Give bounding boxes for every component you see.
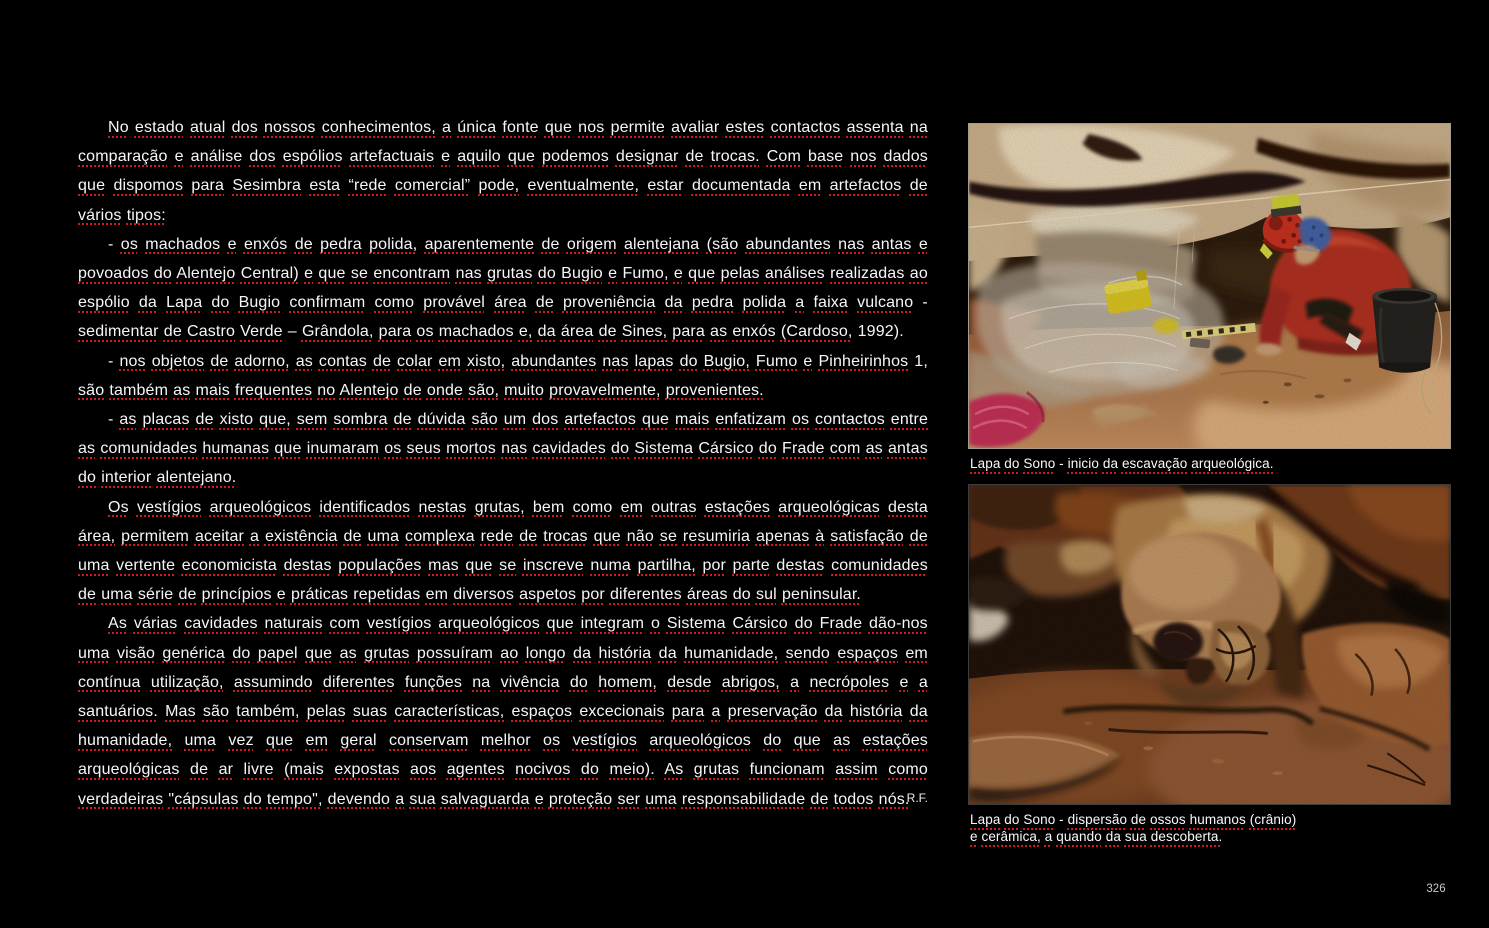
figure-caption-skull: Lapa do Sono - dispersão de ossos humanos (crânio) e cerâmica, a quando da sua descoberta. [970, 812, 1297, 844]
cave-excavation-illustration [969, 124, 1450, 448]
paragraph-machados: - os machados e enxós de pedra polida, aparentemente de origem alentejana (são abundantes nas antas e povoados do Alentejo Central) e que se encontram nas grutas do Bugio e Fumo, e que pelas análises realizadas ao espólio da Lapa do Bugio confirmam como provável área de proveniência da pedra polida a faixa vulcano - sedimentar de Castro Verde – Grândola, para os machados e, da área de Sines, para as enxós (Cardoso, 1992). [78, 235, 928, 341]
figure-skull [968, 484, 1451, 845]
paragraph-cavidades: As várias cavidades naturais com vestígios arqueológicos que integram o Sistema Cársico do Frade dão-nos uma visão genérica do papel que as grutas possuíram ao longo da história da humanidade, sendo espaços em contínua utilização, assumindo diferentes funções na vivência do homem, desde abrigos, a necrópoles e a santuários. Mas são também, pelas suas características, espaços excecionais para a preservação da história da humanidade, uma vez que em geral conservam melhor os vestígios arqueológicos do que as estações arqueológicas de ar livre (mais expostas aos agentes nocivos do meio). As grutas funcionam assim como verdadeiras "cápsulas do tempo", devendo a sua salvaguarda e proteção ser uma responsabilidade de todos nós. [78, 615, 928, 808]
figure-cave-excavation [968, 123, 1451, 472]
article-text-column [78, 113, 928, 814]
figure-caption-excavation: Lapa do Sono - inicio da escavação arqueológica. [970, 456, 1274, 471]
author-initials: R.F. [906, 791, 928, 805]
paragraph-adorno: - nos objetos de adorno, as contas de colar em xisto, abundantes nas lapas do Bugio, Fumo e Pinheirinhos 1, são também as mais frequentes no Alentejo de onde são, muito provavelmente, provenientes. [78, 352, 928, 399]
skull-ceramics-photo [968, 484, 1451, 805]
page-number: 326 [1426, 883, 1446, 895]
paragraph-vestigios: Os vestígios arqueológicos identificados nestas grutas, bem como em outras estações arqueológicas desta área, permitem aceitar a existência de uma complexa rede de trocas que não se resumiria apenas à satisfação de uma vertente economicista destas populações mas que se inscreve numa partilha, por parte destas comunidades de uma série de princípios e práticas repetidas em diversos aspetos por diferentes áreas do sul peninsular. [78, 498, 928, 604]
skull-illustration [969, 485, 1450, 804]
cave-excavation-photo [968, 123, 1451, 449]
paragraph-placas: - as placas de xisto que, sem sombra de dúvida são um dos artefactos que mais enfatizam os contactos entre as comunidades humanas que inumaram os seus mortos nas cavidades do Sistema Cársico do Frade com as antas do interior alentejano. [78, 411, 929, 487]
paragraph-intro: No estado atual dos nossos conhecimentos, a única fonte que nos permite avaliar estes contactos assenta na comparação e análise dos espólios artefactuais e aquilo que podemos designar de trocas. Com base nos dados que dispomos para Sesimbra esta “rede comercial” pode, eventualmente, estar documentada em artefactos de vários tipos: [78, 119, 928, 224]
